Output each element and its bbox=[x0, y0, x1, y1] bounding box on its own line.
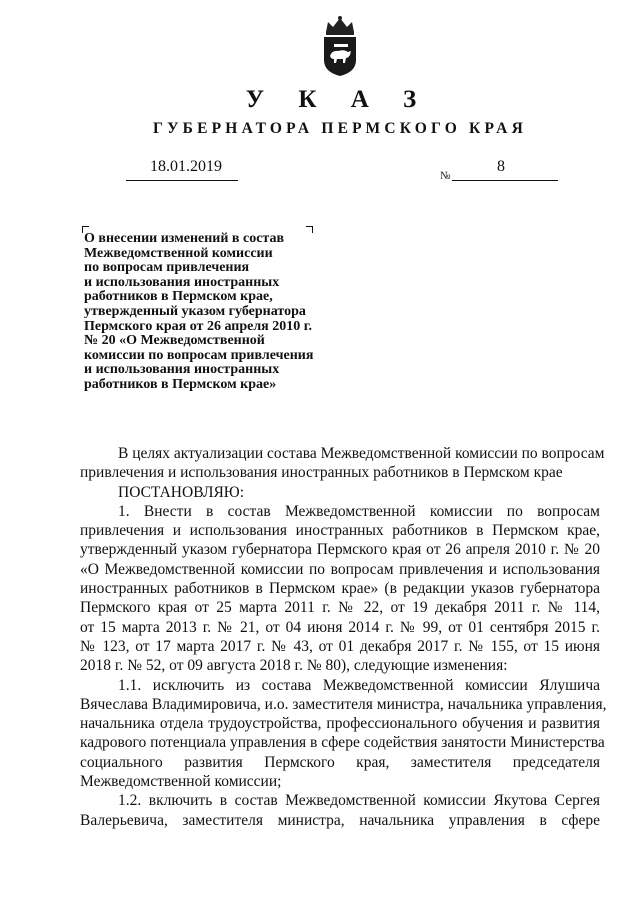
body-line-resolve: ПОСТАНОВЛЯЮ: bbox=[118, 483, 245, 501]
decree-body bbox=[80, 444, 607, 830]
subject-line: и использования иностранных bbox=[84, 274, 280, 290]
body-line: 1. Внести в состав Межведомственной комиссии по вопросам bbox=[118, 502, 600, 520]
body-line: Межведомственной комиссии; bbox=[80, 773, 282, 791]
subject-line: Межведомственной комиссии bbox=[84, 245, 273, 261]
body-line: 2018 г. № 52, от 09 августа 2018 г. № 80), следующие изменения: bbox=[80, 657, 508, 675]
decree-number: 8 bbox=[497, 158, 505, 175]
body-line: Пермского края от 25 марта 2011 г. № 22, от 19 декабря 2011 г. № 114, bbox=[80, 599, 600, 617]
body-line: иностранных работников в Пермском крае» (в редакции указов губернатора bbox=[80, 580, 600, 598]
subject-line: Пермского края от 26 апреля 2010 г. bbox=[84, 318, 313, 334]
subject-line: утвержденный указом губернатора bbox=[84, 303, 306, 319]
body-line: «О Межведомственной комиссии по вопросам привлечения и использования bbox=[80, 560, 600, 578]
perm-krai-emblem-icon bbox=[318, 14, 362, 78]
body-line: Вячеслава Владимировича, и.о. заместителя министра, начальника управления, bbox=[80, 695, 607, 713]
decree-subject bbox=[84, 232, 354, 393]
body-line: утвержденный указом губернатора Пермского края от 26 апреля 2010 г. № 20 bbox=[80, 541, 600, 559]
subject-line: и использования иностранных bbox=[84, 362, 280, 378]
body-line: 1.2. включить в состав Межведомственной комиссии Якутова Сергея bbox=[118, 792, 600, 810]
body-line: В целях актуализации состава Межведомственной комиссии по вопросам bbox=[118, 445, 605, 462]
subject-line: № 20 «О Межведомственной bbox=[84, 333, 265, 349]
date-underline bbox=[126, 180, 238, 181]
body-line: № 123, от 17 марта 2017 г. № 43, от 01 декабря 2017 г. № 155, от 15 июня bbox=[80, 637, 600, 655]
decree-date: 18.01.2019 bbox=[150, 158, 222, 175]
body-line: привлечения и использования иностранных работников в Пермском крае, bbox=[80, 522, 600, 540]
body-line: социального развития Пермского края, заместителя председателя bbox=[80, 753, 600, 771]
decree-title: У К А З bbox=[245, 86, 431, 113]
subject-line: работников в Пермском крае» bbox=[84, 376, 277, 392]
body-line: кадрового потенциала управления в сфере содействия занятости Министерства bbox=[80, 734, 605, 752]
subject-line: комиссии по вопросам привлечения bbox=[84, 347, 314, 363]
body-line: привлечения и использования иностранных работников в Пермском крае bbox=[80, 464, 563, 482]
body-line: 1.1. исключить из состава Межведомственной комиссии Ялушича bbox=[118, 676, 600, 694]
body-line: начальника отдела трудоустройства, профессионального обучения и развития bbox=[80, 715, 600, 733]
subject-line: О внесении изменений в состав bbox=[84, 231, 285, 246]
subject-line: по вопросам привлечения bbox=[84, 260, 250, 276]
body-line: Валерьевича, заместителя министра, начальника управления в сфере bbox=[80, 811, 600, 829]
decree-issuer: ГУБЕРНАТОРА ПЕРМСКОГО КРАЯ bbox=[153, 120, 527, 137]
number-underline bbox=[452, 180, 558, 181]
body-line: от 15 марта 2013 г. № 21, от 04 июня 2014 г. № 99, от 01 сентября 2015 г. bbox=[80, 618, 600, 636]
subject-line: работников в Пермском крае, bbox=[84, 289, 273, 305]
number-sign: № bbox=[440, 170, 451, 182]
